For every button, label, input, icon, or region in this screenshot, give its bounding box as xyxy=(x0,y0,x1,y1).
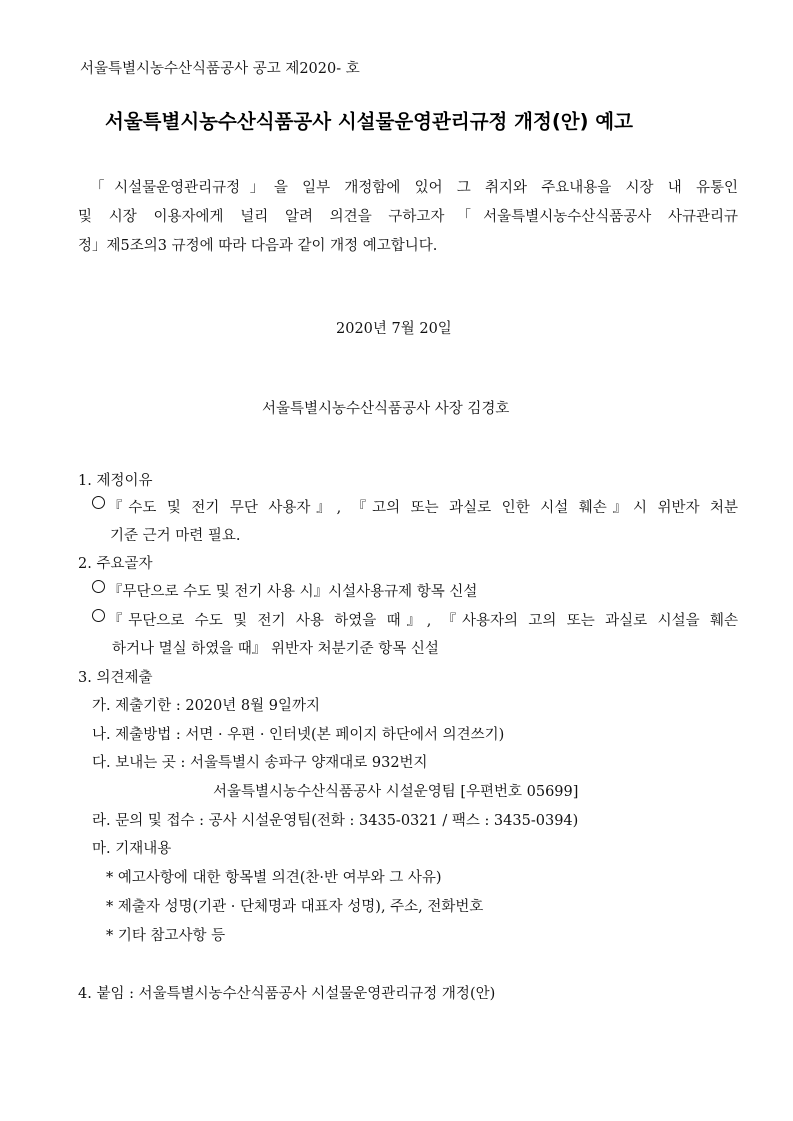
content-heading: 마. 기재내용 xyxy=(92,841,172,857)
content-item-1: * 예고사항에 대한 항목별 의견(찬·반 여부와 그 사유) xyxy=(106,870,442,886)
bullet-circle-icon xyxy=(92,496,107,512)
section-2-item-2-line-2: 하거나 멸실 하였을 때』 위반자 처분기준 항목 신설 xyxy=(112,641,439,657)
deadline: 가. 제출기한 : 2020년 8월 9일까지 xyxy=(92,698,320,714)
content-item-3: * 기타 참고사항 등 xyxy=(106,928,226,944)
send-address: 다. 보내는 곳 : 서울특별시 송파구 양재대로 932번지 xyxy=(92,755,428,771)
section-1-item-1-line-1: 『수도 및 전기 무단 사용자』, 『고의 또는 과실로 인한 시설 훼손』시 위반자 처분 xyxy=(108,500,738,516)
bullet-circle-icon xyxy=(92,609,107,625)
section-2-heading: 2. 주요골자 xyxy=(78,556,153,572)
intro-line-2: 및 시장 이용자에게 널리 알려 의견을 구하고자「서울특별시농수산식품공사 사규관리규 xyxy=(78,209,738,225)
section-3-heading: 3. 의견제출 xyxy=(78,670,153,686)
send-address-line-2: 서울특별시농수산식품공사 시설운영팀 [우편번호 05699] xyxy=(213,784,579,800)
submission-method: 나. 제출방법 : 서면 · 우편 · 인터넷(본 페이지 하단에서 의견쓰기) xyxy=(92,727,505,743)
section-2-item-2-line-1: 『무단으로 수도 및 전기 사용 하였을 때』, 『사용자의 고의 또는 과실로 시설을 훼손 xyxy=(108,613,738,629)
intro-line-3: 정」제5조의3 규정에 따라 다음과 같이 개정 예고합니다. xyxy=(78,238,438,254)
signature: 서울특별시농수산식품공사 사장 김경호 xyxy=(262,401,510,417)
intro-line-1: 「시설물운영관리규정」을 일부 개정함에 있어 그 취지와 주요내용을 시장 내 유통인 xyxy=(90,180,738,196)
notice-number: 서울특별시농수산식품공사 공고 제2020- 호 xyxy=(80,61,360,77)
section-1-item-1-line-2: 기준 근거 마련 필요. xyxy=(110,528,241,544)
notice-date: 2020년 7월 20일 xyxy=(336,321,452,337)
content-item-2: * 제출자 성명(기관 · 단체명과 대표자 성명), 주소, 전화번호 xyxy=(106,899,484,915)
section-2-item-1: 『무단으로 수도 및 전기 사용 시』시설사용규제 항목 신설 xyxy=(108,584,478,600)
bullet-circle-icon xyxy=(92,580,107,596)
attachment: 4. 붙임 : 서울특별시농수산식품공사 시설물운영관리규정 개정(안) xyxy=(78,986,496,1002)
document-title: 서울특별시농수산식품공사 시설물운영관리규정 개정(안) 예고 xyxy=(105,110,633,133)
intro-paragraph xyxy=(78,174,738,261)
contact-info: 라. 문의 및 접수 : 공사 시설운영팀(전화 : 3435-0321 / 팩스 : 3435-0394) xyxy=(92,813,579,829)
section-1-heading: 1. 제정이유 xyxy=(78,473,153,489)
